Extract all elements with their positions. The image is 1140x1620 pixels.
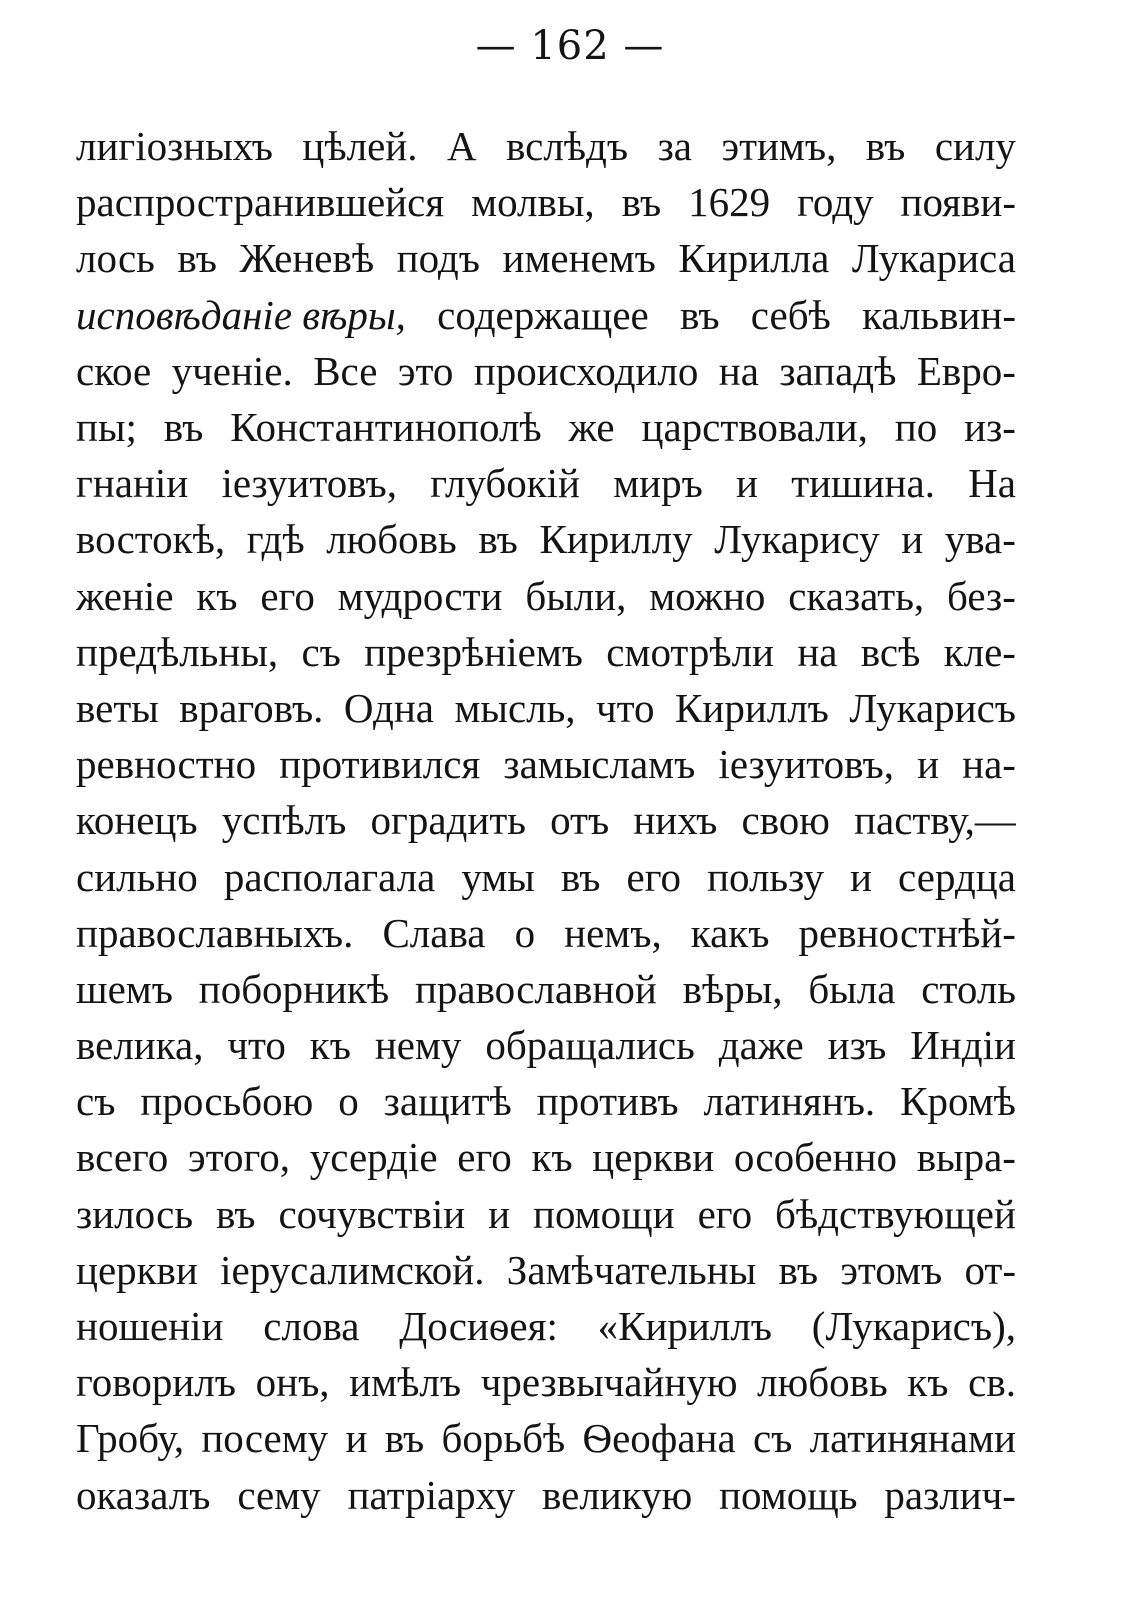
- word: вслѣдъ: [506, 123, 629, 170]
- word: ученіе.: [171, 347, 293, 394]
- word: Лукарисъ: [849, 684, 1016, 731]
- text-line: [76, 905, 1016, 961]
- word: миръ: [613, 460, 703, 507]
- word: Одна: [343, 684, 434, 731]
- word: сердца: [898, 853, 1016, 900]
- word: усердіе: [309, 1134, 438, 1181]
- word: о: [514, 909, 536, 956]
- text-line: [76, 961, 1016, 1017]
- word: поборникѣ: [198, 965, 390, 1012]
- text-line: [76, 1186, 1016, 1242]
- word: просьбою: [140, 1078, 314, 1125]
- word: (Лукарисъ),: [811, 1303, 1016, 1350]
- word: гнаніи: [76, 460, 189, 507]
- word: этомъ: [840, 1246, 943, 1293]
- word: имѣлъ: [349, 1359, 462, 1406]
- text-line: [76, 848, 1016, 904]
- word: кальвин-: [862, 291, 1016, 338]
- word: Индіи: [910, 1022, 1016, 1069]
- word: защитѣ: [383, 1078, 512, 1125]
- word: ува-: [944, 516, 1016, 563]
- text-line: [76, 511, 1016, 567]
- text-line: [76, 1242, 1016, 1298]
- word: Лукариса: [851, 235, 1016, 282]
- word: и: [488, 1190, 511, 1237]
- text-line: [76, 1354, 1016, 1410]
- word: въ: [215, 1190, 256, 1237]
- word: оградить: [370, 797, 526, 844]
- word: появи-: [900, 179, 1016, 226]
- word: мысль,: [454, 684, 576, 731]
- word: располагала: [223, 853, 436, 900]
- text-line: [76, 1129, 1016, 1185]
- word: по: [894, 404, 938, 451]
- page-number: — 162 —: [475, 23, 665, 69]
- word: его: [457, 1134, 512, 1181]
- word: лось: [76, 235, 155, 282]
- word: 1629: [688, 179, 771, 226]
- word: году: [797, 179, 874, 226]
- word: западѣ: [779, 347, 897, 394]
- word: любовь: [757, 1359, 888, 1406]
- word: всего: [76, 1134, 169, 1181]
- word: противился: [279, 741, 481, 788]
- word: іерусалимской.: [220, 1246, 485, 1293]
- word: замысламъ: [503, 741, 696, 788]
- word: лигіозныхъ: [76, 123, 273, 170]
- word: именемъ: [502, 235, 656, 282]
- word: вѣры,: [682, 965, 783, 1012]
- word: пы;: [76, 404, 137, 451]
- word: оказалъ: [76, 1471, 211, 1518]
- word: же: [568, 404, 615, 451]
- word: «Кириллъ: [597, 1303, 772, 1350]
- word: выра-: [916, 1134, 1016, 1181]
- word: въ: [778, 1246, 819, 1293]
- word: глубокій: [430, 460, 580, 507]
- word: его: [260, 572, 315, 619]
- word: противъ: [536, 1078, 679, 1125]
- text-line: [76, 455, 1016, 511]
- word: Лукарису: [714, 516, 880, 563]
- word: и: [917, 741, 940, 788]
- word: кле-: [943, 628, 1016, 675]
- word: въ: [560, 853, 601, 900]
- word: за: [657, 123, 692, 170]
- text-line: [76, 792, 1016, 848]
- word: и: [345, 1415, 368, 1462]
- word: въ: [384, 1415, 425, 1462]
- word: съ: [76, 1078, 116, 1125]
- word: іезуитовъ,: [221, 460, 397, 507]
- word: сказать,: [788, 572, 925, 619]
- word: содержащее: [437, 291, 649, 338]
- word: Константинополѣ: [230, 404, 542, 451]
- word: силу: [934, 123, 1016, 170]
- word: смотрѣли: [606, 628, 774, 675]
- text-line: [76, 1017, 1016, 1073]
- word: Кириллу: [539, 516, 693, 563]
- word: распространившейся: [76, 179, 445, 226]
- word: презрѣніемъ: [364, 628, 583, 675]
- word: мудрости: [337, 572, 503, 619]
- word: из-: [964, 404, 1016, 451]
- word: молвы,: [471, 179, 595, 226]
- word: Все: [313, 347, 378, 394]
- word: востокѣ,: [76, 516, 226, 563]
- word: Ѳеофана: [582, 1415, 736, 1462]
- word: женіе: [76, 572, 174, 619]
- word: Слава: [382, 909, 486, 956]
- emphasized-phrase: исповѣданіе вѣры,: [76, 291, 406, 338]
- word: въ: [865, 123, 906, 170]
- text-line: [76, 736, 1016, 792]
- word: успѣлъ: [221, 797, 347, 844]
- word: предѣльны,: [76, 628, 279, 675]
- word: на: [718, 347, 759, 394]
- word: патріарху: [347, 1471, 516, 1518]
- word: сему: [237, 1471, 321, 1518]
- word: происходило: [473, 347, 699, 394]
- text-line: [76, 1073, 1016, 1129]
- word: нему: [374, 1022, 462, 1069]
- word: столь: [921, 965, 1016, 1012]
- word: великую: [542, 1471, 693, 1518]
- word: говорилъ: [76, 1359, 236, 1406]
- text-line: [76, 568, 1016, 624]
- word: что: [596, 684, 655, 731]
- word: православной: [414, 965, 657, 1012]
- word: немъ,: [564, 909, 662, 956]
- word: от-: [964, 1246, 1016, 1293]
- word: конецъ: [76, 797, 198, 844]
- word: посему: [201, 1415, 329, 1462]
- word: Замѣчательны: [506, 1246, 757, 1293]
- word: латинянъ.: [703, 1078, 876, 1125]
- word: помощи: [533, 1190, 675, 1237]
- word: сочувствіи: [278, 1190, 466, 1237]
- text-line: [76, 1410, 1016, 1466]
- word: веты: [76, 684, 159, 731]
- text-line: [76, 174, 1016, 230]
- word: іезуитовъ,: [718, 741, 894, 788]
- word: въ: [177, 235, 217, 282]
- word: его: [697, 1190, 753, 1237]
- text-line: [76, 624, 1016, 680]
- text-line: [76, 343, 1016, 399]
- word: любовь: [326, 516, 457, 563]
- word: въ: [163, 404, 204, 451]
- word: чрезвычайную: [480, 1359, 738, 1406]
- word: и: [736, 460, 758, 507]
- word: съ: [301, 628, 341, 675]
- word: нихъ: [633, 797, 718, 844]
- text-line: [76, 118, 1016, 174]
- word: ское: [76, 347, 152, 394]
- word: въ: [478, 516, 518, 563]
- word: и: [901, 516, 924, 563]
- word: враговъ.: [179, 684, 324, 731]
- word: изъ: [827, 1022, 887, 1069]
- word: къ: [309, 1022, 351, 1069]
- word: была: [808, 965, 896, 1012]
- body-text: [76, 118, 1016, 1523]
- word: обращались: [485, 1022, 695, 1069]
- word: тишина.: [791, 460, 935, 507]
- word: гдѣ: [246, 516, 305, 563]
- word: умы: [461, 853, 535, 900]
- word: св.: [968, 1359, 1016, 1406]
- word: зилось: [76, 1190, 194, 1237]
- word: без-: [947, 572, 1016, 619]
- word: къ: [531, 1134, 573, 1181]
- word: на: [797, 628, 838, 675]
- word: подъ: [396, 235, 480, 282]
- text-line: [76, 399, 1016, 455]
- word: этимъ,: [721, 123, 837, 170]
- word: бѣдствующей: [775, 1190, 1016, 1237]
- word: Кромѣ: [900, 1078, 1016, 1125]
- word: всѣ: [860, 628, 921, 675]
- word: онъ,: [255, 1359, 330, 1406]
- word: царствовали,: [641, 404, 868, 451]
- word: свою: [741, 797, 830, 844]
- word: что: [227, 1022, 286, 1069]
- word: и: [850, 853, 872, 900]
- word: паству,—: [854, 797, 1016, 844]
- word: на-: [962, 741, 1016, 788]
- word: православныхъ.: [76, 909, 354, 956]
- word: ношеніи: [76, 1303, 224, 1350]
- word: помощь: [719, 1471, 858, 1518]
- word: борьбѣ: [441, 1415, 566, 1462]
- word: о: [338, 1078, 359, 1125]
- word: цѣлей.: [302, 123, 418, 170]
- word: къ: [907, 1359, 949, 1406]
- word: А: [446, 123, 477, 170]
- word: Кирилла: [678, 235, 830, 282]
- word: велика,: [76, 1022, 204, 1069]
- word: особенно: [733, 1134, 897, 1181]
- word: различ-: [884, 1471, 1016, 1518]
- word: отъ: [550, 797, 610, 844]
- word: это: [397, 347, 454, 394]
- word: даже: [718, 1022, 804, 1069]
- word: съ: [752, 1415, 793, 1462]
- word: въ: [680, 291, 720, 338]
- word: были,: [525, 572, 627, 619]
- word: слова: [263, 1303, 360, 1350]
- word: ревностнѣй-: [798, 909, 1016, 956]
- word: можно: [649, 572, 766, 619]
- word: Евро-: [916, 347, 1016, 394]
- word: На: [968, 460, 1016, 507]
- text-line: [76, 287, 1016, 343]
- word: Женевѣ: [239, 235, 375, 282]
- word: въ: [621, 179, 662, 226]
- word: сильно: [76, 853, 198, 900]
- text-line: [76, 230, 1016, 286]
- text-line: [76, 1467, 1016, 1523]
- word: Гробу,: [76, 1415, 185, 1462]
- word: церкви: [76, 1246, 198, 1293]
- word: шемъ: [76, 965, 173, 1012]
- text-line: [76, 1298, 1016, 1354]
- word: латинянами: [809, 1415, 1016, 1462]
- word: Кириллъ: [675, 684, 829, 731]
- text-line: [76, 680, 1016, 736]
- word: церкви: [592, 1134, 715, 1181]
- word: этого,: [188, 1134, 291, 1181]
- word: себѣ: [750, 291, 831, 338]
- word: къ: [196, 572, 238, 619]
- word: пользу: [707, 853, 824, 900]
- word: Досиѳея:: [399, 1303, 558, 1350]
- word: его: [626, 853, 681, 900]
- word: ревностно: [76, 741, 257, 788]
- word: какъ: [690, 909, 770, 956]
